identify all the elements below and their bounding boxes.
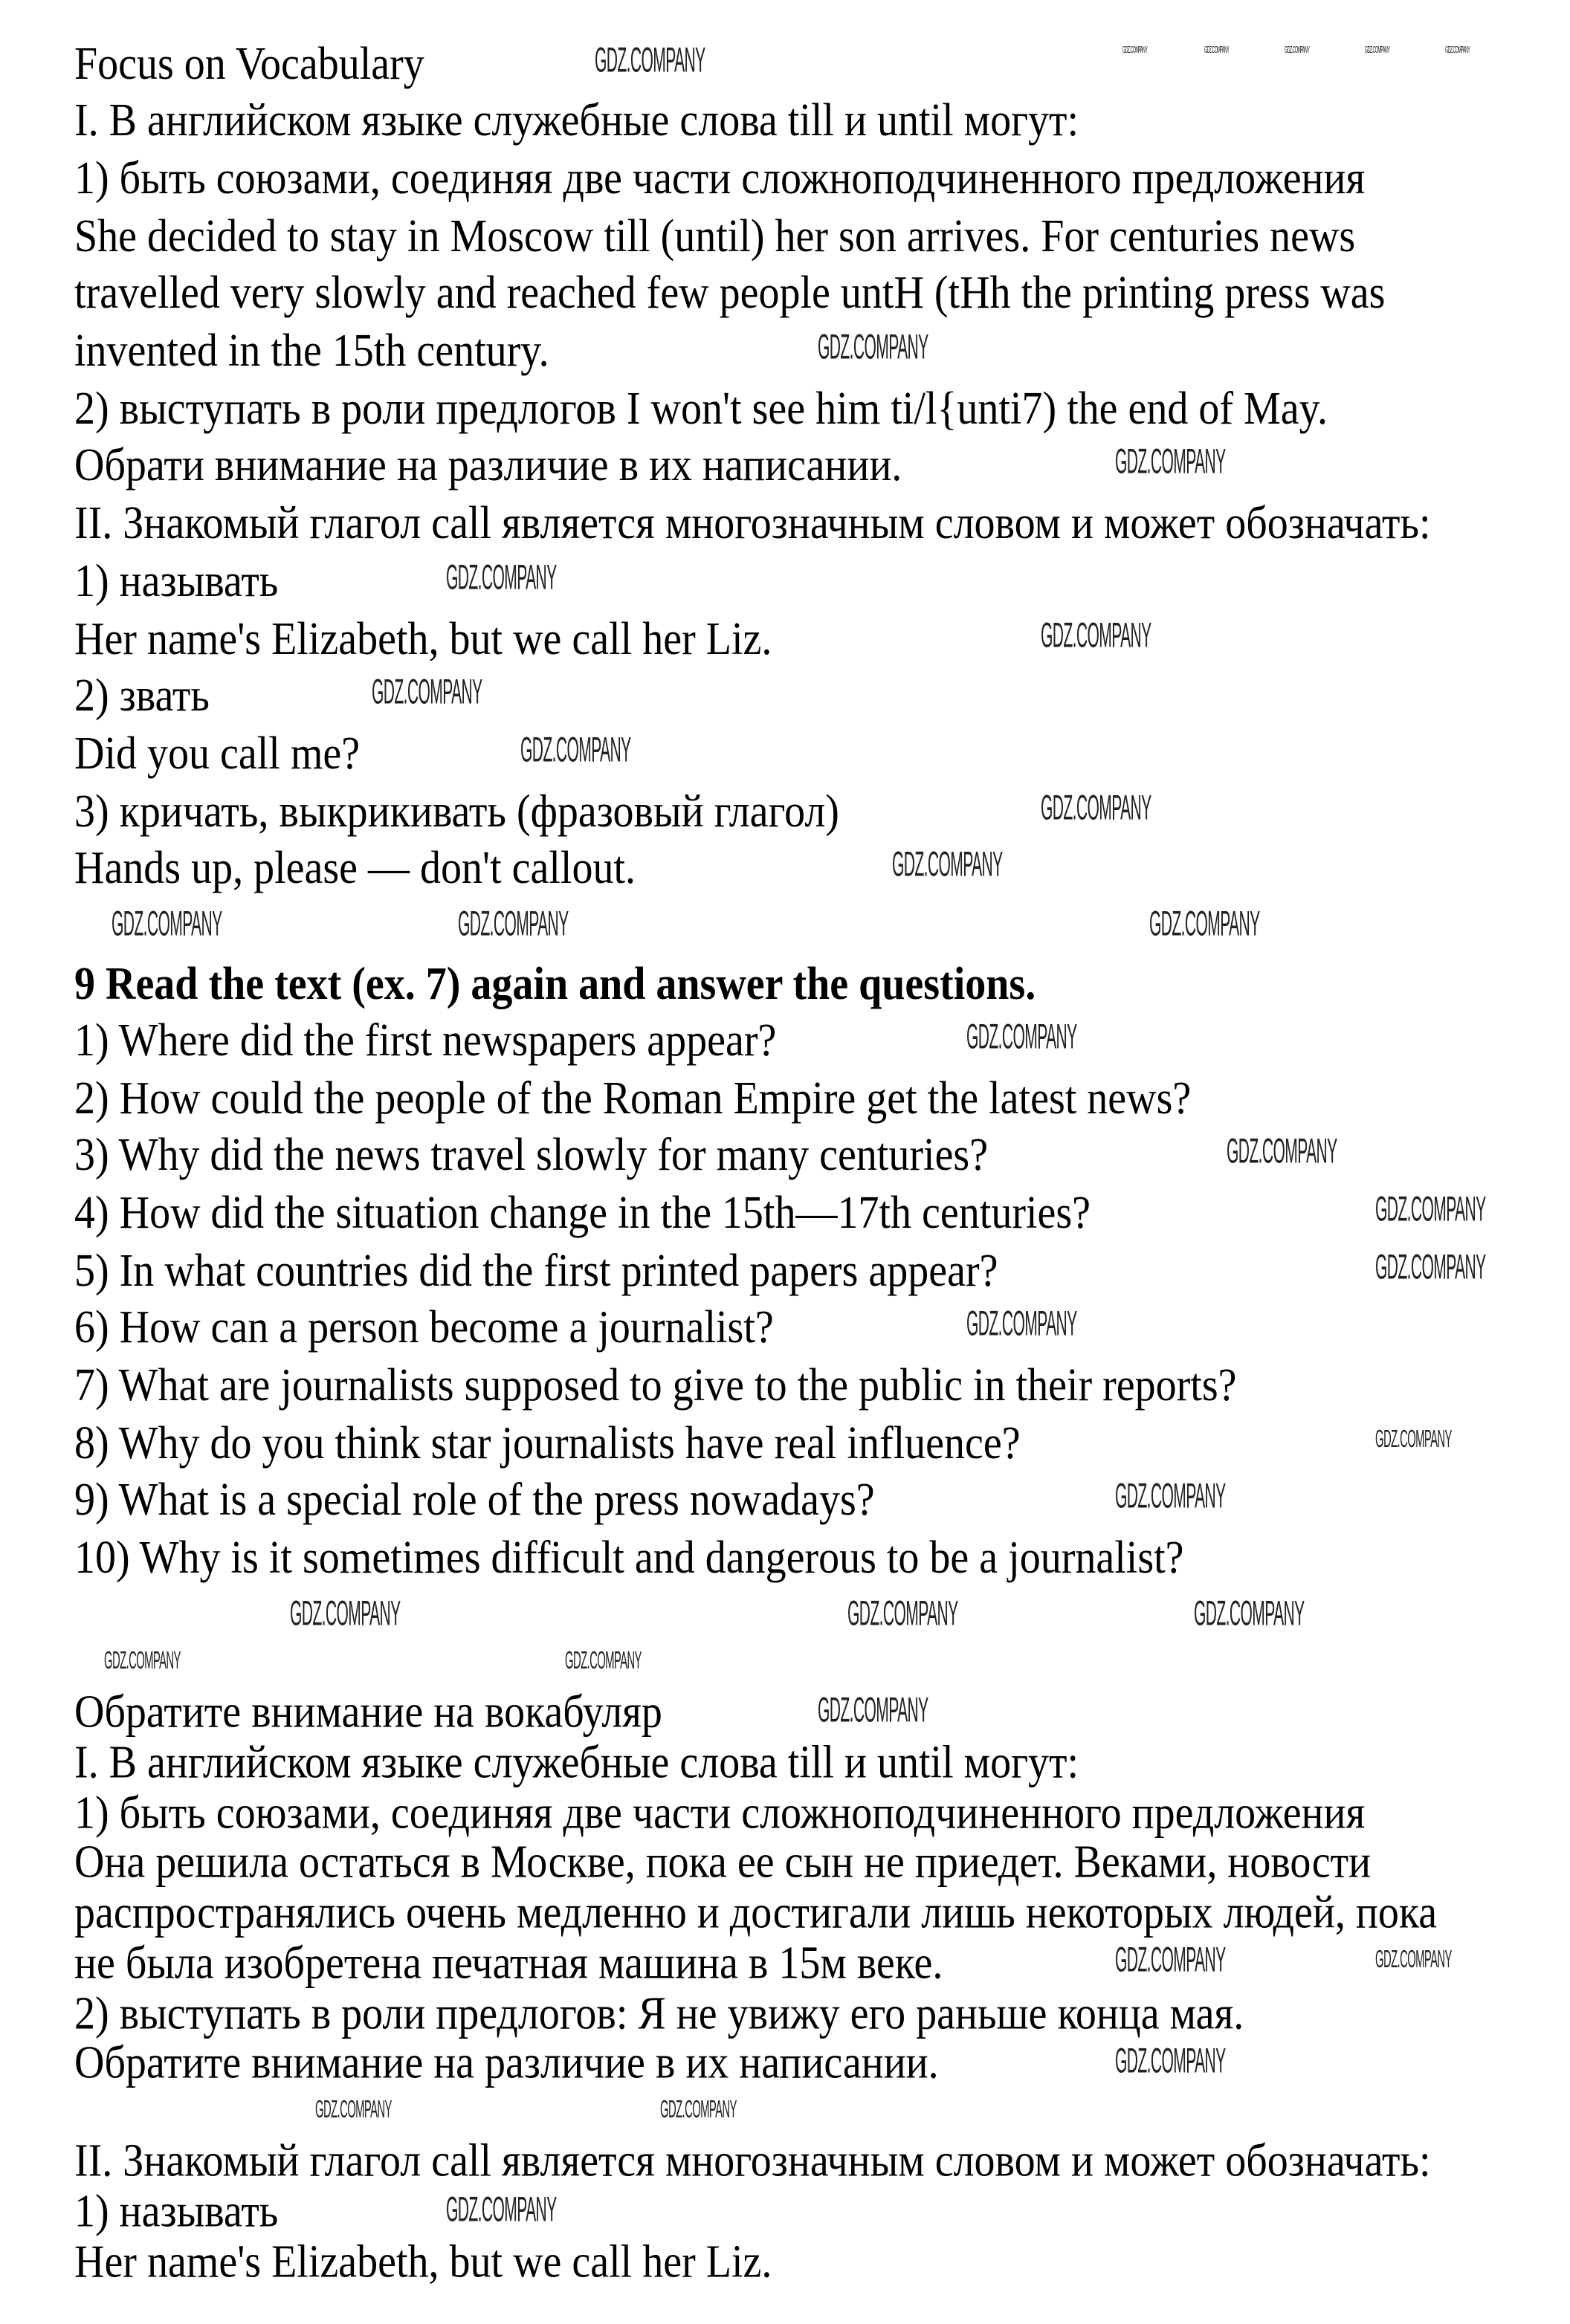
text-line: Did you call me? <box>74 728 361 780</box>
watermark: GDZ.COMPANY <box>660 2095 737 2124</box>
watermark: GDZ.COMPANY <box>1115 2041 1226 2081</box>
question: 6) How can a person become a journalist? <box>74 1301 774 1353</box>
watermark: GDZ.COMPANY <box>458 904 569 944</box>
text-line: 1) быть союзами, соединяя две части сложноподчиненного предложения <box>74 152 1366 204</box>
watermark: GDZ.COMPANY <box>1227 1131 1337 1171</box>
watermark: GDZ.COMPANY <box>818 1690 928 1730</box>
watermark: GDZ.COMPANY <box>1375 1189 1486 1229</box>
watermark: GDZ.COMPANY <box>1365 45 1390 55</box>
question: 2) How could the people of the Roman Empire get the latest news? <box>74 1072 1192 1124</box>
watermark: GDZ.COMPANY <box>892 844 1003 884</box>
text-line: Her name's Elizabeth, but we call her Liz. <box>74 2236 772 2288</box>
text-line: Обрати внимание на различие в их написании. <box>74 439 902 491</box>
text-line: She decided to stay in Moscow till (until) her son arrives. For centuries news <box>74 210 1356 262</box>
text-line: распространялись очень медленно и достигали лишь некоторых людей, пока <box>74 1886 1438 1939</box>
question: 5) In what countries did the first printed papers appear? <box>74 1245 998 1297</box>
watermark: GDZ.COMPANY <box>104 1646 181 1675</box>
watermark: GDZ.COMPANY <box>1115 441 1226 482</box>
question: 7) What are journalists supposed to give to the public in their reports? <box>74 1359 1237 1411</box>
watermark: GDZ.COMPANY <box>1204 45 1230 55</box>
watermark: GDZ.COMPANY <box>1375 1247 1486 1287</box>
watermark: GDZ.COMPANY <box>1122 45 1148 55</box>
text-line: 2) звать <box>74 670 210 722</box>
question: 4) How did the situation change in the 15th—17th centuries? <box>74 1187 1091 1239</box>
question: 8) Why do you think star journalists have real influence? <box>74 1417 1021 1469</box>
watermark: GDZ.COMPANY <box>520 730 631 770</box>
text-line: 3) кричать, выкрикивать (фразовый глагол) <box>74 786 839 838</box>
watermark: GDZ.COMPANY <box>290 1593 401 1634</box>
watermark: GDZ.COMPANY <box>1041 615 1151 656</box>
text-line: Она решила остаться в Москве, пока ее сын не приедет. Веками, новости <box>74 1836 1372 1888</box>
watermark: GDZ.COMPANY <box>1194 1593 1305 1634</box>
watermark: GDZ.COMPANY <box>446 2189 557 2230</box>
text-line: I. В английском языке служебные слова till и until могут: <box>74 1736 1079 1789</box>
text-line: 1) быть союзами, соединяя две части сложноподчиненного предложения <box>74 1787 1366 1839</box>
question: 10) Why is it sometimes difficult and dangerous to be a journalist? <box>74 1532 1184 1584</box>
exercise-title: 9 Read the text (ex. 7) again and answer the questions. <box>74 958 1036 1010</box>
text-line: не была изобретена печатная машина в 15м веке. <box>74 1937 943 1990</box>
text-line: Hands up, please — don't callout. <box>74 842 636 894</box>
watermark: GDZ.COMPANY <box>847 1593 958 1634</box>
text-line: Обратите внимание на различие в их написании. <box>74 2036 939 2089</box>
watermark: GDZ.COMPANY <box>1115 1940 1226 1980</box>
watermark: GDZ.COMPANY <box>1115 1476 1226 1516</box>
watermark: GDZ.COMPANY <box>1375 1945 1452 1974</box>
text-line: Her name's Elizabeth, but we call her Liz. <box>74 613 772 665</box>
watermark: GDZ.COMPANY <box>966 1304 1077 1344</box>
question: 3) Why did the news travel slowly for many centuries? <box>74 1129 989 1181</box>
watermark: GDZ.COMPANY <box>1285 45 1310 55</box>
question: 1) Where did the first newspapers appear? <box>74 1014 777 1066</box>
watermark: GDZ.COMPANY <box>1149 904 1260 944</box>
text-line: 1) называть <box>74 2185 279 2238</box>
text-line: 1) называть <box>74 555 279 607</box>
watermark: GDZ.COMPANY <box>315 2095 392 2124</box>
watermark: GDZ.COMPANY <box>372 672 482 712</box>
watermark: GDZ.COMPANY <box>1041 788 1151 828</box>
section-heading: Обратите внимание на вокабуляр <box>74 1686 662 1738</box>
watermark: GDZ.COMPANY <box>595 40 705 80</box>
text-line: II. Знакомый глагол call является многозначным словом и может обозначать: <box>74 2134 1431 2187</box>
text-line: invented in the 15th century. <box>74 325 549 377</box>
text-line: 2) выступать в роли предлогов: Я не увижу его раньше конца мая. <box>74 1987 1244 2040</box>
watermark: GDZ.COMPANY <box>818 327 928 367</box>
text-line: II. Знакомый глагол call является многозначным словом и может обозначать: <box>74 497 1431 549</box>
watermark: GDZ.COMPANY <box>1445 45 1470 55</box>
text-line: travelled very slowly and reached few people untH (tHh the printing press was <box>74 267 1386 319</box>
watermark: GDZ.COMPANY <box>112 904 222 944</box>
section-heading: Focus on Vocabulary <box>74 38 424 90</box>
text-line: I. В английском языке служебные слова till и until могут: <box>74 94 1079 146</box>
question: 9) What is a special role of the press nowadays? <box>74 1474 875 1526</box>
watermark: GDZ.COMPANY <box>1375 1425 1452 1454</box>
text-line: 2) выступать в роли предлогов I won't see him ti/l{unti7) the end of May. <box>74 383 1328 435</box>
watermark: GDZ.COMPANY <box>565 1646 642 1675</box>
watermark: GDZ.COMPANY <box>966 1017 1077 1057</box>
watermark: GDZ.COMPANY <box>446 557 557 598</box>
